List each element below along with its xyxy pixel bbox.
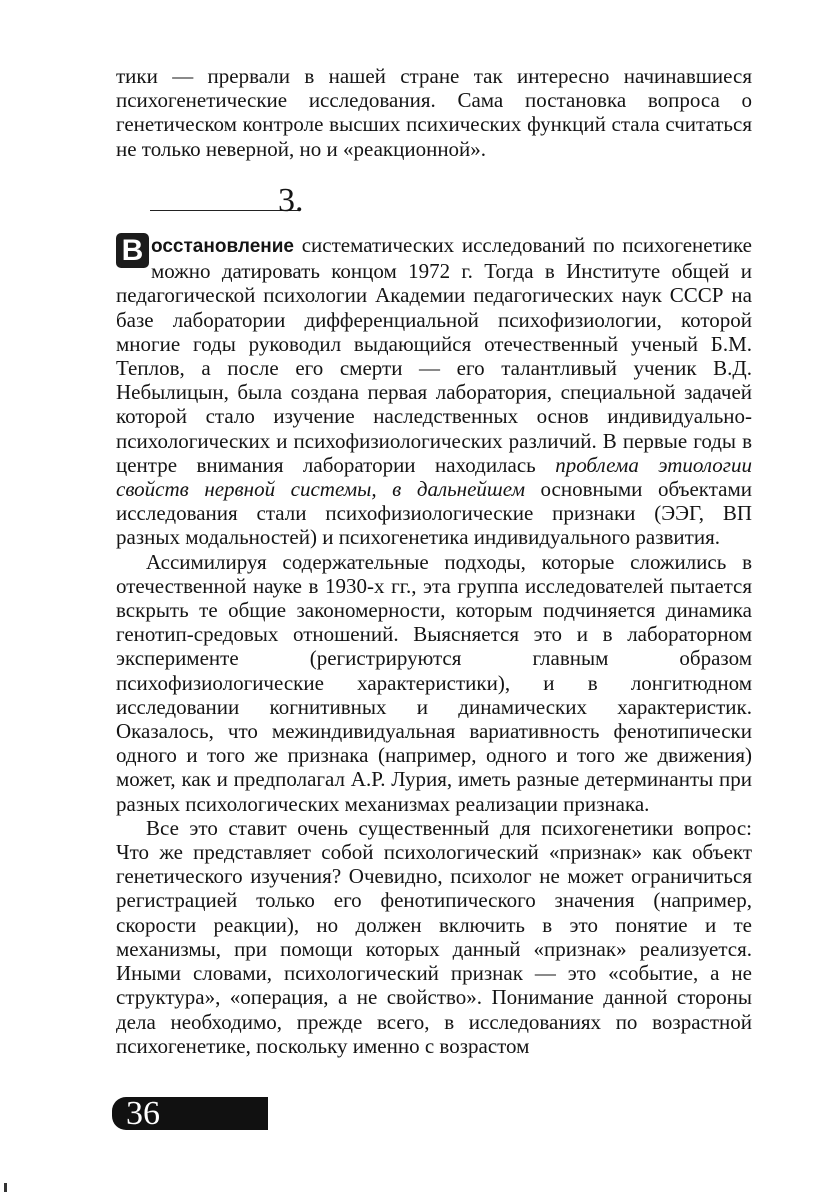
drop-cap: В — [116, 233, 149, 268]
paragraph-1-text-start: систематических исследований по психогенетике можно датировать концом 1972 г. Тогда в Институте общей и педагогической психологии Академии педагогических наук СССР на базе лаборатории дифференциальной психофизиологии, которой многие годы руководил выдающийся отечественный ученый Б.М. Теплов, а после его смерти — его талантливый ученик В.Д. Небылицын, была создана первая лаборатория, специальной задачей которой стало изучение наследственных основ индивидуально-психологических и психофизиологических различий. В первые годы в центре внимания лаборатории находилась — [116, 233, 752, 477]
section-number: 3. — [278, 182, 304, 219]
paragraph-1-italic: проблема этиологии свойств нервной системы, в дальнейшем — [116, 452, 752, 502]
section-body — [116, 233, 752, 1058]
paragraph-2: Ассимилируя содержательные подходы, которые сложились в отечественной науке в 1930-х гг., эта группа исследователей пытается вскрыть те общие закономерности, которым подчиняется динамика генотип-средовых отношений. Выясняется это и в лабораторном эксперименте (регистрируются главным образом психофизиологические характеристики), и в лонгитюдном исследовании когнитивных и динамических характеристик. Оказалось, что межиндивидуальная вариативность фенотипически одного и того же признака (например, одного и того же движения) может, как и предполагал А.Р. Лурия, иметь разные детерминанты при разных психологических механизмах реализации признака. — [116, 549, 752, 816]
page-number: 36 — [126, 1097, 160, 1130]
scan-mark — [4, 1183, 7, 1192]
paragraph-1 — [116, 233, 752, 550]
paragraph-1-text-end: основными объектами исследования стали психофизиологические признаки (ЭЭГ, ВП разных модальностей) и психогенетика индивидуального развития. — [116, 477, 752, 550]
page-number-tab — [112, 1097, 268, 1130]
top-text-block — [116, 64, 752, 161]
continuation-paragraph: тики — прервали в нашей стране так интересно начинавшиеся психогенетические исследования. Сама постановка вопроса о генетическом контроле высших психических функций стала считаться не только неверной, но и «реакционной». — [116, 64, 752, 161]
lead-in-word: осстановление — [151, 236, 294, 257]
paragraph-3: Все это ставит очень существенный для психогенетики вопрос: Что же представляет собой психологический «признак» как объект генетического изучения? Очевидно, психолог не может ограничиться регистрацией только его фенотипического значения (например, скорости реакции), но должен включить в это понятие и те механизмы, при помощи которых данный «признак» реализуется. Иными словами, психологический признак — это «событие, а не структура», «операция, а не свойство». Понимание данной стороны дела необходимо, прежде всего, в исследованиях по возрастной психогенетике, поскольку именно с возрастом — [116, 815, 752, 1058]
section-heading — [150, 182, 315, 219]
